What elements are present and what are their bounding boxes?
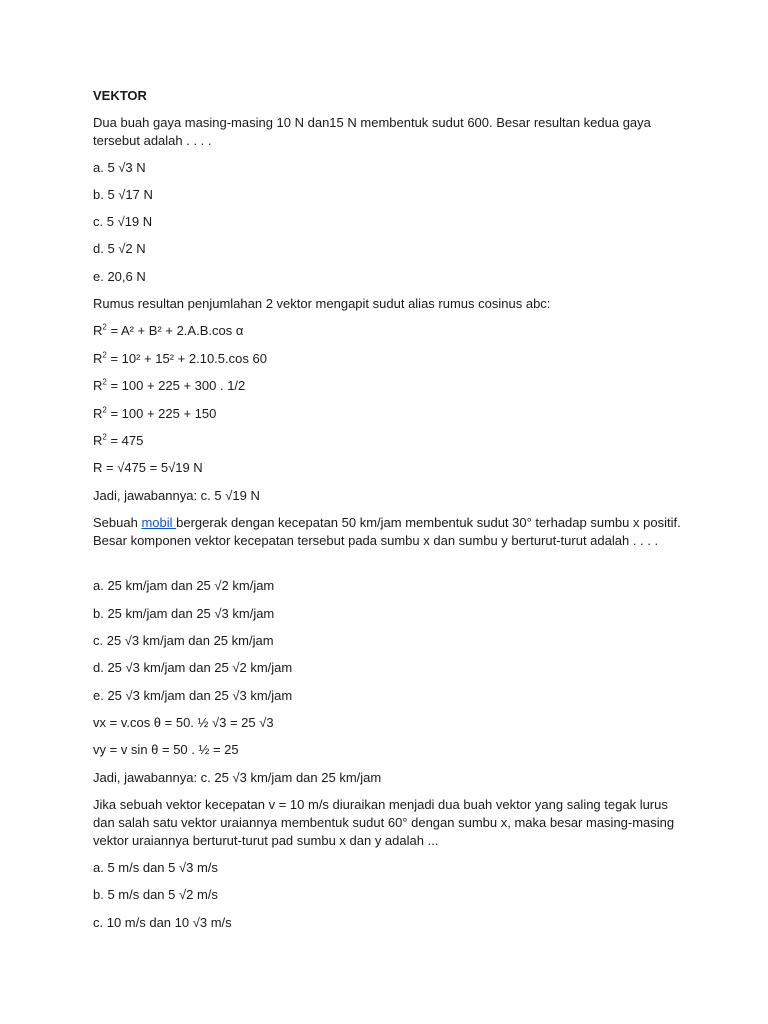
q1-step-3: $R^2 = 100 + 225 + 300$ . 1/2 [93,377,246,393]
q1-answer: Jadi, jawabannya: c. 5 √19 N [93,488,260,503]
question-1-text: Dua buah gaya masing-masing 10 N dan15 N membentuk sudut 600. Besar resultan kedua gaya tersebut adalah . . . . [93,115,651,148]
q1-option-a: a. 5 √3 N [93,160,146,175]
q2-answer: Jadi, jawabannya: c. 25 √3 km/jam dan 25 km/jam [93,770,382,785]
question-2-text: Sebuah mobil bergerak dengan kecepatan 50 km/jam membentuk sudut 30° terhadap sumbu x positif. Besar komponen vektor kecepatan tersebut pada sumbu x dan sumbu y berturut-turut adalah . . . . [93,515,681,548]
question-3-text: Jika sebuah vektor kecepatan v = 10 m/s diuraikan menjadi dua buah vektor yang saling tegak lurus dan salah satu vektor uraiannya membentuk sudut 60° dengan sumbu x, maka besar masing-masing vektor uraiannya berturut-turut pad sumbu x dan y adalah ... [93,797,675,848]
q1-step-5: $R^2 = 475$ [93,432,144,448]
q1-option-e: e. 20,6 N [93,269,146,284]
q1-result: R = √475 = 5√19 N [93,460,203,475]
q2-option-c: c. 25 √3 km/jam dan 25 km/jam [93,633,274,648]
q2-vx: vx = v.cos θ = 50. ½ √3 = 25 √3 [93,715,274,730]
q1-step-4: $R^2 = 100 + 225 + 150$ [93,405,217,421]
q1-explanation: Rumus resultan penjumlahan 2 vektor mengapit sudut alias rumus cosinus abc: [93,296,551,311]
q2-option-a: a. 25 km/jam dan 25 √2 km/jam [93,578,275,593]
q3-option-c: c. 10 m/s dan 10 √3 m/s [93,915,232,930]
q1-step-2: $R^2 = 10^2 + 15^2 + 2.10.5.\cos$ 60 [93,350,267,366]
q1-step-1: $R^2 = A^2 + B^2 + 2.A.B.\cos$ α [93,322,244,338]
q1-option-c: c. 5 √19 N [93,214,153,229]
q2-option-d: d. 25 √3 km/jam dan 25 √2 km/jam [93,660,293,675]
q2-vy: vy = v sin θ = 50 . ½ = 25 [93,742,239,757]
mobil-link[interactable]: mobil [141,515,177,530]
q2-option-e: e. 25 √3 km/jam dan 25 √3 km/jam [93,688,293,703]
q1-option-d: d. 5 √2 N [93,241,146,256]
q1-option-b: b. 5 √17 N [93,187,153,202]
document-title: VEKTOR [93,88,147,103]
q3-option-b: b. 5 m/s dan 5 √2 m/s [93,887,218,902]
q2-option-b: b. 25 km/jam dan 25 √3 km/jam [93,606,275,621]
q3-option-a: a. 5 m/s dan 5 √3 m/s [93,860,218,875]
